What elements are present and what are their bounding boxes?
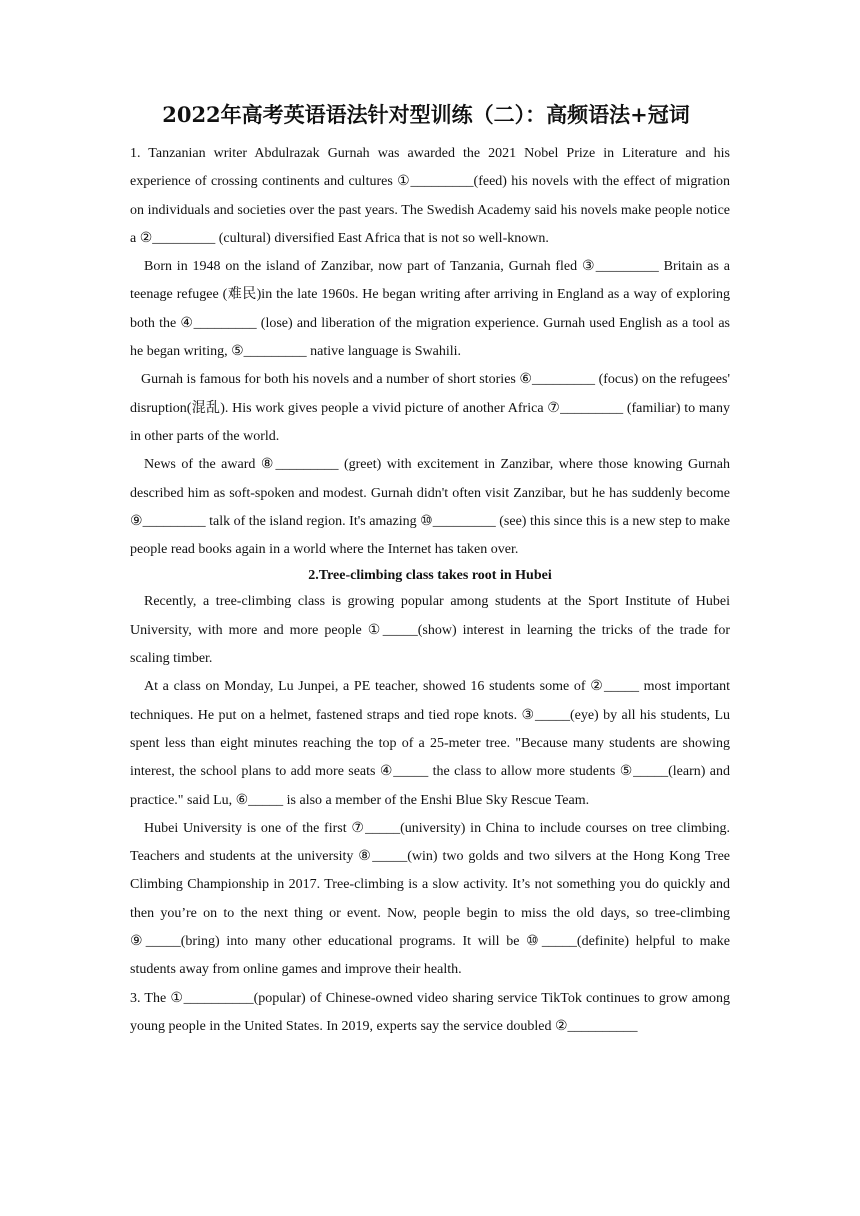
passage2-heading: 2.Tree-climbing class takes root in Hubei xyxy=(308,568,552,584)
passage2-paragraph-2: At a class on Monday, Lu Junpei, a PE teacher, showed 16 students some of ②_____ most important techniques. He put on a helmet, fastened straps and tied rope knots. ③_____(eye) by all his students, Lu spent less than eight minutes reaching the top of a 25-meter tree. "Because many students are showing interest, the school plans to add more seats ④_____ the class to allow more students ⑤_____(learn) and practice." said Lu, ⑥_____ is also a member of the Enshi Blue Sky Rescue Team. xyxy=(130,679,730,808)
passage1-paragraph-1: 1. Tanzanian writer Abdulrazak Gurnah was awarded the 2021 Nobel Prize in Literature and his experience of crossing continents and cultures ①_________(feed) his novels with the effect of migration on individuals and societies over the past years. The Swedish Academy said his novels make people notice a ②_________ (cultural) diversified East Africa that is not so well-known. xyxy=(130,146,730,246)
passage1-paragraph-3: Gurnah is famous for both his novels and a number of short stories ⑥_________ (focus) on the refugees' disruption(混乱). His work gives people a vivid picture of another Africa ⑦_________ (familiar) to many in other parts of the world. xyxy=(130,372,730,444)
document-page xyxy=(130,100,730,1041)
page-title: 2022年高考英语语法针对型训练（二）：高频语法+冠词 xyxy=(162,102,690,127)
passage1-paragraph-2: Born in 1948 on the island of Zanzibar, now part of Tanzania, Gurnah fled ③_________ Britain as a teenage refugee (难民)in the late 1960s. He began writing after arriving in England as a way of exploring both the ④_________ (lose) and liberation of the migration experience. Gurnah used English as a tool as he began writing, ⑤_________ native language is Swahili. xyxy=(130,259,730,360)
passage1-paragraph-4: News of the award ⑧_________ (greet) with excitement in Zanzibar, where those knowing Gurnah described him as soft-spoken and modest. Gurnah didn't often visit Zanzibar, but he has suddenly become ⑨_________ talk of the island region. It's amazing ⑩_________ (see) this since this is a new step to make people read books again in a world where the Internet has taken over. xyxy=(130,457,730,558)
passage2-paragraph-3: Hubei University is one of the first ⑦_____(university) in China to include courses on tree climbing. Teachers and students at the university ⑧_____(win) two golds and two silvers at the Hong Kong Tree Climbing Championship in 2017. Tree-climbing is a slow activity. It’s not something you do quickly and then you’re on to the next thing or event. Now, people begin to miss the old days, so tree-climbing ⑨_____(bring) into many other educational programs. It will be ⑩_____(definite) helpful to make students away from online games and improve their health. xyxy=(130,820,730,978)
passage2-paragraph-1: Recently, a tree-climbing class is growing popular among students at the Sport Institute of Hubei University, with more and more people ①_____(show) interest in learning the tricks of the trade for scaling timber. xyxy=(130,594,730,667)
passage3-paragraph-1: 3. The ①__________(popular) of Chinese-owned video sharing service TikTok continues to grow among young people in the United States. In 2019, experts say the service doubled ②__________ xyxy=(130,990,730,1034)
